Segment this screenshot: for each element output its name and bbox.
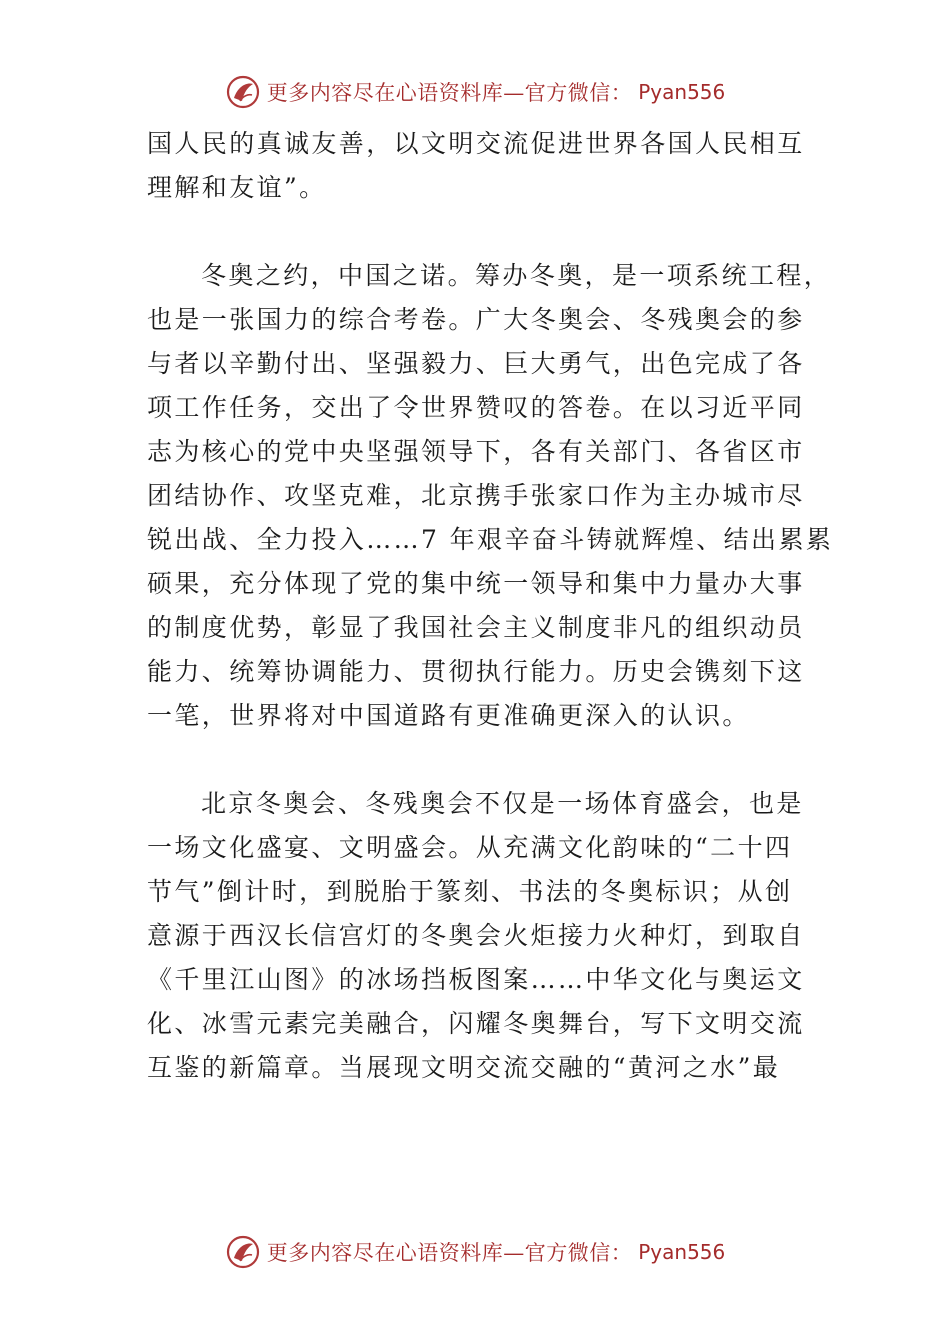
paragraph-1 <box>147 122 807 210</box>
text-line: 《千里江山图》的冰场挡板图案……中华文化与奥运文 <box>147 965 805 994</box>
text-line: 能力、统筹协调能力、贯彻执行能力。历史会镌刻下这 <box>147 657 805 686</box>
text-line: 团结协作、攻坚克难，北京携手张家口作为主办城市尽 <box>147 481 805 510</box>
brand-logo-icon <box>225 1234 261 1270</box>
text-line: 硕果，充分体现了党的集中统一领导和集中力量办大事 <box>147 569 805 598</box>
paragraph-3 <box>147 782 807 1090</box>
text-line: 也是一张国力的综合考卷。广大冬奥会、冬残奥会的参 <box>147 305 805 334</box>
text-line: 锐出战、全力投入……7 年艰辛奋斗铸就辉煌、结出累累 <box>147 525 834 554</box>
text-line: 的制度优势，彰显了我国社会主义制度非凡的组织动员 <box>147 613 805 642</box>
text-line: 与者以辛勤付出、坚强毅力、巨大勇气，出色完成了各 <box>147 349 805 378</box>
text-line: 一场文化盛宴、文明盛会。从充满文化韵味的“二十四 <box>147 833 793 862</box>
document-body <box>147 122 834 1090</box>
footer-banner-text: 更多内容尽在心语资料库—官方微信： <box>266 1241 633 1265</box>
text-line: 互鉴的新篇章。当展现文明交流交融的“黄河之水”最 <box>147 1053 781 1082</box>
text-line: 化、冰雪元素完美融合，闪耀冬奥舞台，写下文明交流 <box>147 1009 805 1038</box>
header-banner <box>0 72 950 112</box>
text-line: 冬奥之约，中国之诺。筹办冬奥，是一项系统工程， <box>201 261 832 290</box>
text-line: 意源于西汉长信宫灯的冬奥会火炬接力火种灯，到取自 <box>147 921 805 950</box>
text-line: 志为核心的党中央坚强领导下，各有关部门、各省区市 <box>147 437 805 466</box>
text-line: 一笔，世界将对中国道路有更准确更深入的认识。 <box>147 701 750 730</box>
paragraph-2 <box>147 254 834 738</box>
header-banner-text: 更多内容尽在心语资料库—官方微信： <box>266 81 633 105</box>
text-line: 项工作任务，交出了令世界赞叹的答卷。在以习近平同 <box>147 393 805 422</box>
brand-logo-icon <box>225 74 261 110</box>
footer-banner <box>0 1232 950 1272</box>
paragraph-spacer <box>147 738 807 782</box>
header-wechat-id: Pyan556 <box>638 80 726 104</box>
text-line: 节气”倒计时，到脱胎于篆刻、书法的冬奥标识；从创 <box>147 877 793 906</box>
text-line: 北京冬奥会、冬残奥会不仅是一场体育盛会，也是 <box>201 789 804 818</box>
paragraph-spacer <box>147 210 807 254</box>
text-line: 国人民的真诚友善，以文明交流促进世界各国人民相互 <box>147 129 805 158</box>
footer-wechat-id: Pyan556 <box>638 1240 726 1264</box>
text-line: 理解和友谊”。 <box>147 173 327 202</box>
